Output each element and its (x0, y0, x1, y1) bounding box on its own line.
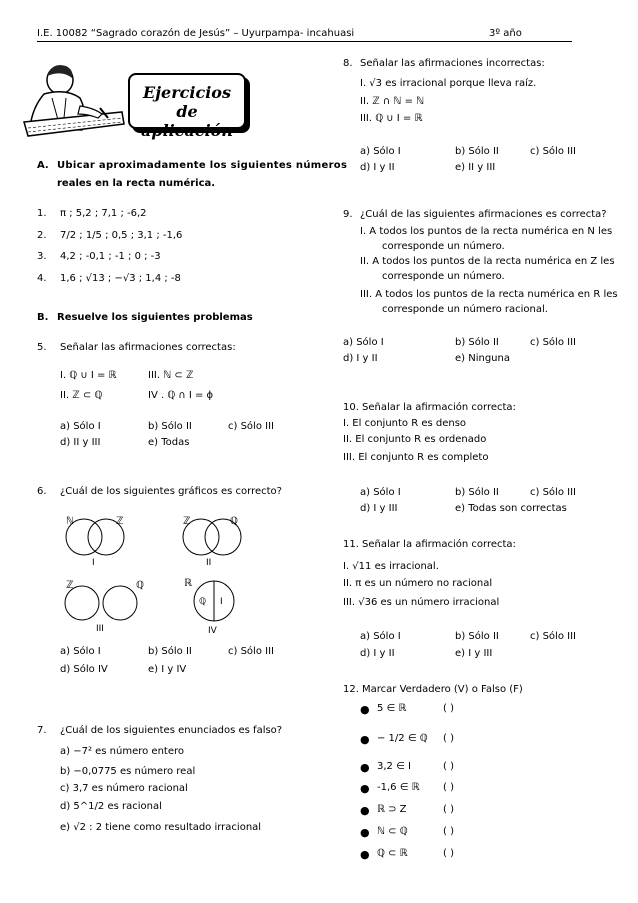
q8-option-c[interactable]: c) Sólo III (530, 146, 576, 157)
q5-option-a[interactable]: a) Sólo I (60, 421, 101, 432)
q8-option-e[interactable]: e) II y III (455, 162, 496, 173)
q12-answer-7[interactable]: ( ) (443, 848, 454, 859)
section-a-letter: A. (37, 160, 49, 171)
q10-number: 10. (343, 402, 359, 413)
q6-option-b[interactable]: b) Sólo II (148, 646, 192, 657)
q7-option-a[interactable]: a) −7² es número entero (60, 746, 185, 757)
q12-item-7: ℚ ⊂ ℝ (377, 848, 408, 859)
venn-4-left-label: ℚ (199, 597, 207, 607)
q11-option-d[interactable]: d) I y II (360, 648, 395, 659)
q9-option-c[interactable]: c) Sólo III (530, 337, 576, 348)
q12-answer-1[interactable]: ( ) (443, 703, 454, 714)
q12-answer-3[interactable]: ( ) (443, 761, 454, 772)
q5-statement-1: I. ℚ ∪ I = ℝ (60, 370, 117, 381)
section-b-title: Resuelve los siguientes problemas (57, 312, 253, 323)
section-b-letter: B. (37, 312, 49, 323)
q8-option-d[interactable]: d) I y II (360, 162, 395, 173)
q12-item-3: 3,2 ∈ I (377, 761, 411, 772)
venn-1-right-label: ℤ (116, 516, 124, 527)
a-item-4: 1,6 ; √13 ; −√3 ; 1,4 ; -8 (60, 273, 181, 284)
q11-option-e[interactable]: e) I y III (455, 648, 493, 659)
venn-4-number: IV (208, 626, 217, 636)
q9-option-e[interactable]: e) Ninguna (455, 353, 510, 364)
a-item-1-number: 1. (37, 208, 47, 219)
q11-prompt: Señalar la afirmación correcta: (362, 539, 516, 550)
venn-1-number: I (92, 558, 95, 568)
q8-number: 8. (343, 58, 353, 69)
q8-option-a[interactable]: a) Sólo I (360, 146, 401, 157)
q5-option-d[interactable]: d) II y III (60, 437, 101, 448)
q5-option-c[interactable]: c) Sólo III (228, 421, 274, 432)
venn-2-number: II (206, 558, 212, 568)
q11-statement-2: II. π es un número no racional (343, 578, 493, 589)
q10-statement-3: III. El conjunto R es completo (343, 452, 489, 463)
bullet-icon: ● (360, 782, 370, 795)
q7-option-d[interactable]: d) 5^1/2 es racional (60, 801, 162, 812)
q10-statement-2: II. El conjunto R es ordenado (343, 434, 487, 445)
bullet-icon: ● (360, 826, 370, 839)
venn-3-left-circle (65, 586, 99, 620)
student-writing-illustration (22, 58, 126, 138)
q7-prompt: ¿Cuál de los siguientes enunciados es falso? (60, 725, 283, 736)
q5-statement-2: II. ℤ ⊂ ℚ (60, 390, 103, 401)
q12-number: 12. (343, 684, 359, 695)
venn-4-right-label: I (220, 597, 223, 607)
bullet-icon: ● (360, 761, 370, 774)
q6-option-c[interactable]: c) Sólo III (228, 646, 274, 657)
q5-prompt: Señalar las afirmaciones correctas: (60, 342, 236, 353)
q9-statement-2-cont: corresponde un número. (382, 271, 505, 282)
q10-option-a[interactable]: a) Sólo I (360, 487, 401, 498)
q8-statement-2: II. ℤ ∩ ℕ = ℕ (360, 96, 425, 107)
q12-item-1: 5 ∈ ℝ (377, 703, 407, 714)
school-name: I.E. 10082 “Sagrado corazón de Jesús” – Uyurpampa- incahuasi (37, 28, 355, 39)
q10-option-b[interactable]: b) Sólo II (455, 487, 499, 498)
q10-prompt: Señalar la afirmación correcta: (362, 402, 516, 413)
q5-number: 5. (37, 342, 47, 353)
q6-option-a[interactable]: a) Sólo I (60, 646, 101, 657)
q6-prompt: ¿Cuál de los siguientes gráficos es correcto? (60, 486, 282, 497)
q9-number: 9. (343, 209, 353, 220)
q11-number: 11. (343, 539, 359, 550)
q9-option-a[interactable]: a) Sólo I (343, 337, 384, 348)
q8-statement-1: I. √3 es irracional porque lleva raíz. (360, 78, 537, 89)
venn-3-right-label: ℚ (136, 580, 144, 591)
q11-statement-3: III. √36 es un número irracional (343, 597, 500, 608)
q8-statement-3: III. ℚ ∪ I = ℝ (360, 113, 423, 124)
q7-option-e[interactable]: e) √2 : 2 tiene como resultado irracional (60, 822, 262, 833)
q12-item-5: ℝ ⊃ Z (377, 804, 407, 815)
q9-statement-3-cont: corresponde un número racional. (382, 304, 548, 315)
q5-option-e[interactable]: e) Todas (148, 437, 190, 448)
q11-statement-1: I. √11 es irracional. (343, 561, 439, 572)
q7-option-c[interactable]: c) 3,7 es número racional (60, 783, 188, 794)
q5-statement-3: III. ℕ ⊂ ℤ (148, 370, 194, 381)
venn-4-outer-label: ℝ (184, 578, 192, 589)
venn-3-right-circle (103, 586, 137, 620)
a-item-3: 4,2 ; -0,1 ; -1 ; 0 ; -3 (60, 251, 161, 262)
q8-option-b[interactable]: b) Sólo II (455, 146, 499, 157)
a-item-4-number: 4. (37, 273, 47, 284)
q9-option-b[interactable]: b) Sólo II (455, 337, 499, 348)
bullet-icon: ● (360, 733, 370, 746)
page-header (37, 28, 572, 42)
title-line-1: Ejercicios de (143, 83, 231, 121)
q8-prompt: Señalar las afirmaciones incorrectas: (360, 58, 545, 69)
q12-prompt: Marcar Verdadero (V) o Falso (F) (362, 684, 523, 695)
q12-answer-2[interactable]: ( ) (443, 733, 454, 744)
bullet-icon: ● (360, 703, 370, 716)
section-a-instruction-2: reales en la recta numérica. (57, 178, 216, 189)
q12-answer-5[interactable]: ( ) (443, 804, 454, 815)
q9-statement-2: II. A todos los puntos de la recta numérica en Z les (360, 256, 615, 267)
q11-option-a[interactable]: a) Sólo I (360, 631, 401, 642)
q5-statement-4: IV . ℚ ∩ I = ϕ (148, 390, 214, 401)
q10-statement-1: I. El conjunto R es denso (343, 418, 467, 429)
q10-option-c[interactable]: c) Sólo III (530, 487, 576, 498)
q11-option-b[interactable]: b) Sólo II (455, 631, 499, 642)
section-a-instruction-1: Ubicar aproximadamente los siguientes números (57, 160, 348, 171)
venn-2-left-label: ℤ (183, 516, 191, 527)
q12-item-6: ℕ ⊂ ℚ (377, 826, 408, 837)
q9-option-d[interactable]: d) I y II (343, 353, 378, 364)
q12-answer-4[interactable]: ( ) (443, 782, 454, 793)
q10-option-e[interactable]: e) Todas son correctas (455, 503, 567, 514)
venn-3-left-label: ℤ (66, 580, 74, 591)
q7-option-b[interactable]: b) −0,0775 es número real (60, 766, 196, 777)
exercise-title-box (128, 73, 246, 140)
title-line-2: aplicación (141, 121, 233, 140)
a-item-3-number: 3. (37, 251, 47, 262)
q6-option-e[interactable]: e) I y IV (148, 664, 187, 675)
a-item-2-number: 2. (37, 230, 47, 241)
q10-option-d[interactable]: d) I y III (360, 503, 398, 514)
venn-2-right-label: ℚ (230, 516, 238, 527)
q12-item-2: − 1/2 ∈ ℚ (377, 733, 428, 744)
q12-item-4: -1,6 ∈ ℝ (377, 782, 420, 793)
q12-answer-6[interactable]: ( ) (443, 826, 454, 837)
bullet-icon: ● (360, 804, 370, 817)
venn-1-left-label: ℕ (66, 516, 75, 527)
venn-3-number: III (96, 624, 104, 634)
q7-number: 7. (37, 725, 47, 736)
a-item-1: π ; 5,2 ; 7,1 ; -6,2 (60, 208, 147, 219)
q6-venn-diagrams (60, 512, 260, 642)
q9-statement-1-cont: corresponde un número. (382, 241, 505, 252)
q9-statement-3: III. A todos los puntos de la recta numérica en R les (360, 289, 618, 300)
q6-number: 6. (37, 486, 47, 497)
grade-label: 3º año (489, 28, 522, 39)
q6-option-d[interactable]: d) Sólo IV (60, 664, 108, 675)
bullet-icon: ● (360, 848, 370, 861)
q9-statement-1: I. A todos los puntos de la recta numérica en N les (360, 226, 613, 237)
q5-option-b[interactable]: b) Sólo II (148, 421, 192, 432)
q11-option-c[interactable]: c) Sólo III (530, 631, 576, 642)
q9-prompt: ¿Cuál de las siguientes afirmaciones es correcta? (360, 209, 607, 220)
a-item-2: 7/2 ; 1/5 ; 0,5 ; 3,1 ; -1,6 (60, 230, 183, 241)
